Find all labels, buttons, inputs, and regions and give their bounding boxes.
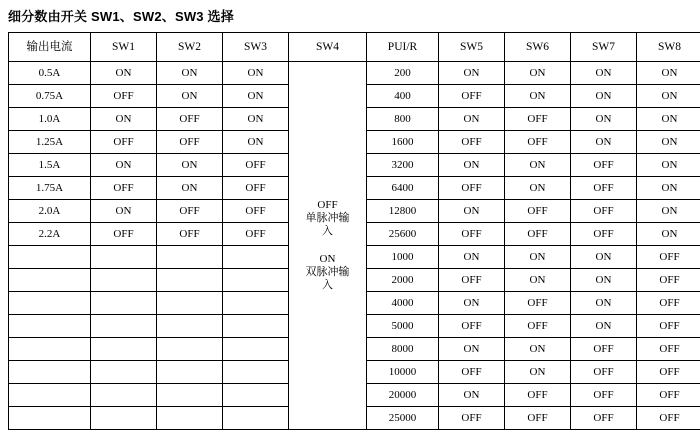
cell-sw8: OFF: [637, 269, 700, 292]
cell-pui-r: 1000: [367, 246, 439, 269]
cell-output-current: 0.5A: [9, 62, 91, 85]
cell-sw8: OFF: [637, 315, 700, 338]
cell-sw1: OFF: [91, 177, 157, 200]
cell-empty: [223, 269, 289, 292]
cell-sw5: ON: [439, 338, 505, 361]
cell-sw8: OFF: [637, 384, 700, 407]
cell-pui-r: 12800: [367, 200, 439, 223]
cell-empty: [9, 269, 91, 292]
header-sw4: SW4: [289, 33, 367, 62]
cell-sw8: ON: [637, 85, 700, 108]
cell-sw6: ON: [505, 177, 571, 200]
cell-sw6: OFF: [505, 131, 571, 154]
cell-pui-r: 1600: [367, 131, 439, 154]
cell-pui-r: 10000: [367, 361, 439, 384]
cell-empty: [9, 361, 91, 384]
cell-empty: [157, 338, 223, 361]
cell-sw7: OFF: [571, 154, 637, 177]
cell-pui-r: 200: [367, 62, 439, 85]
cell-pui-r: 3200: [367, 154, 439, 177]
cell-sw2: ON: [157, 177, 223, 200]
cell-sw8: ON: [637, 108, 700, 131]
cell-empty: [223, 361, 289, 384]
cell-sw7: ON: [571, 62, 637, 85]
cell-sw5: ON: [439, 200, 505, 223]
cell-empty: [9, 315, 91, 338]
page-title: 细分数由开关 SW1、SW2、SW3 选择: [8, 8, 694, 26]
cell-sw5: ON: [439, 292, 505, 315]
cell-sw3: OFF: [223, 223, 289, 246]
cell-output-current: 1.0A: [9, 108, 91, 131]
cell-sw7: ON: [571, 108, 637, 131]
cell-sw6: ON: [505, 361, 571, 384]
cell-pui-r: 20000: [367, 384, 439, 407]
header-sw5: SW5: [439, 33, 505, 62]
cell-sw5: OFF: [439, 177, 505, 200]
cell-sw6: ON: [505, 269, 571, 292]
cell-sw6: ON: [505, 62, 571, 85]
cell-empty: [157, 292, 223, 315]
cell-empty: [91, 246, 157, 269]
cell-output-current: 2.2A: [9, 223, 91, 246]
cell-pui-r: 25600: [367, 223, 439, 246]
cell-empty: [91, 315, 157, 338]
cell-sw5: OFF: [439, 223, 505, 246]
cell-sw1: OFF: [91, 223, 157, 246]
cell-sw2: ON: [157, 62, 223, 85]
cell-output-current: 1.25A: [9, 131, 91, 154]
cell-sw6: ON: [505, 85, 571, 108]
cell-sw2: ON: [157, 154, 223, 177]
cell-sw6: ON: [505, 338, 571, 361]
cell-sw1: OFF: [91, 85, 157, 108]
cell-sw3: ON: [223, 108, 289, 131]
dip-switch-table: [8, 32, 700, 430]
cell-empty: [9, 338, 91, 361]
cell-sw1: ON: [91, 200, 157, 223]
cell-sw7: OFF: [571, 338, 637, 361]
cell-sw6: OFF: [505, 108, 571, 131]
cell-empty: [223, 246, 289, 269]
cell-sw5: ON: [439, 108, 505, 131]
cell-sw4-pulse-mode: OFF 单脉冲输 入 ON 双脉冲输 入: [289, 62, 367, 430]
header-sw8: SW8: [637, 33, 700, 62]
cell-sw7: OFF: [571, 200, 637, 223]
cell-sw1: ON: [91, 108, 157, 131]
cell-sw8: ON: [637, 154, 700, 177]
cell-empty: [223, 384, 289, 407]
cell-empty: [91, 292, 157, 315]
table-row: [9, 62, 700, 85]
cell-empty: [157, 269, 223, 292]
cell-empty: [9, 384, 91, 407]
cell-sw8: ON: [637, 177, 700, 200]
cell-sw7: ON: [571, 246, 637, 269]
cell-sw5: ON: [439, 384, 505, 407]
cell-pui-r: 25000: [367, 407, 439, 430]
cell-empty: [157, 384, 223, 407]
cell-sw7: ON: [571, 85, 637, 108]
cell-empty: [91, 338, 157, 361]
cell-sw7: ON: [571, 131, 637, 154]
cell-sw3: ON: [223, 62, 289, 85]
cell-output-current: 2.0A: [9, 200, 91, 223]
cell-sw5: ON: [439, 154, 505, 177]
cell-sw5: OFF: [439, 361, 505, 384]
cell-empty: [223, 292, 289, 315]
cell-empty: [223, 407, 289, 430]
cell-sw7: OFF: [571, 384, 637, 407]
cell-sw2: OFF: [157, 200, 223, 223]
cell-sw6: OFF: [505, 292, 571, 315]
cell-sw6: OFF: [505, 200, 571, 223]
cell-pui-r: 8000: [367, 338, 439, 361]
cell-pui-r: 2000: [367, 269, 439, 292]
header-pui-r: PUI/R: [367, 33, 439, 62]
cell-sw8: OFF: [637, 292, 700, 315]
cell-sw8: ON: [637, 131, 700, 154]
cell-sw7: ON: [571, 269, 637, 292]
cell-sw8: ON: [637, 62, 700, 85]
cell-sw1: ON: [91, 62, 157, 85]
cell-sw5: ON: [439, 62, 505, 85]
cell-empty: [157, 361, 223, 384]
header-sw3: SW3: [223, 33, 289, 62]
cell-pui-r: 6400: [367, 177, 439, 200]
cell-sw7: OFF: [571, 223, 637, 246]
cell-empty: [91, 407, 157, 430]
cell-sw5: OFF: [439, 407, 505, 430]
cell-output-current: 1.5A: [9, 154, 91, 177]
cell-empty: [9, 407, 91, 430]
cell-sw5: OFF: [439, 85, 505, 108]
cell-empty: [223, 338, 289, 361]
cell-sw1: OFF: [91, 131, 157, 154]
cell-sw5: ON: [439, 246, 505, 269]
cell-empty: [157, 407, 223, 430]
cell-sw3: OFF: [223, 177, 289, 200]
cell-sw6: OFF: [505, 223, 571, 246]
cell-sw3: ON: [223, 85, 289, 108]
cell-sw8: OFF: [637, 246, 700, 269]
cell-sw2: OFF: [157, 131, 223, 154]
cell-sw7: ON: [571, 292, 637, 315]
cell-empty: [157, 315, 223, 338]
cell-pui-r: 4000: [367, 292, 439, 315]
cell-sw2: OFF: [157, 223, 223, 246]
cell-empty: [91, 384, 157, 407]
cell-sw2: OFF: [157, 108, 223, 131]
table-header-row: [9, 33, 700, 62]
cell-sw7: ON: [571, 315, 637, 338]
cell-sw5: OFF: [439, 269, 505, 292]
cell-empty: [157, 246, 223, 269]
cell-output-current: 0.75A: [9, 85, 91, 108]
cell-sw8: ON: [637, 223, 700, 246]
cell-sw6: ON: [505, 246, 571, 269]
cell-sw8: OFF: [637, 338, 700, 361]
cell-sw3: OFF: [223, 154, 289, 177]
header-sw7: SW7: [571, 33, 637, 62]
cell-sw3: OFF: [223, 200, 289, 223]
cell-sw6: OFF: [505, 315, 571, 338]
cell-sw8: ON: [637, 200, 700, 223]
header-output-current: 输出电流: [9, 33, 91, 62]
header-sw1: SW1: [91, 33, 157, 62]
cell-sw7: OFF: [571, 177, 637, 200]
cell-sw7: OFF: [571, 407, 637, 430]
cell-sw8: OFF: [637, 361, 700, 384]
cell-sw7: OFF: [571, 361, 637, 384]
cell-sw6: OFF: [505, 384, 571, 407]
cell-pui-r: 5000: [367, 315, 439, 338]
cell-pui-r: 400: [367, 85, 439, 108]
cell-empty: [9, 292, 91, 315]
cell-empty: [91, 361, 157, 384]
cell-sw2: ON: [157, 85, 223, 108]
cell-sw5: OFF: [439, 131, 505, 154]
cell-empty: [9, 246, 91, 269]
cell-empty: [223, 315, 289, 338]
cell-sw6: OFF: [505, 407, 571, 430]
header-sw6: SW6: [505, 33, 571, 62]
cell-sw3: ON: [223, 131, 289, 154]
cell-empty: [91, 269, 157, 292]
cell-sw8: OFF: [637, 407, 700, 430]
table-body: [9, 62, 700, 430]
cell-sw5: OFF: [439, 315, 505, 338]
header-sw2: SW2: [157, 33, 223, 62]
cell-sw6: ON: [505, 154, 571, 177]
cell-sw1: ON: [91, 154, 157, 177]
cell-pui-r: 800: [367, 108, 439, 131]
cell-output-current: 1.75A: [9, 177, 91, 200]
